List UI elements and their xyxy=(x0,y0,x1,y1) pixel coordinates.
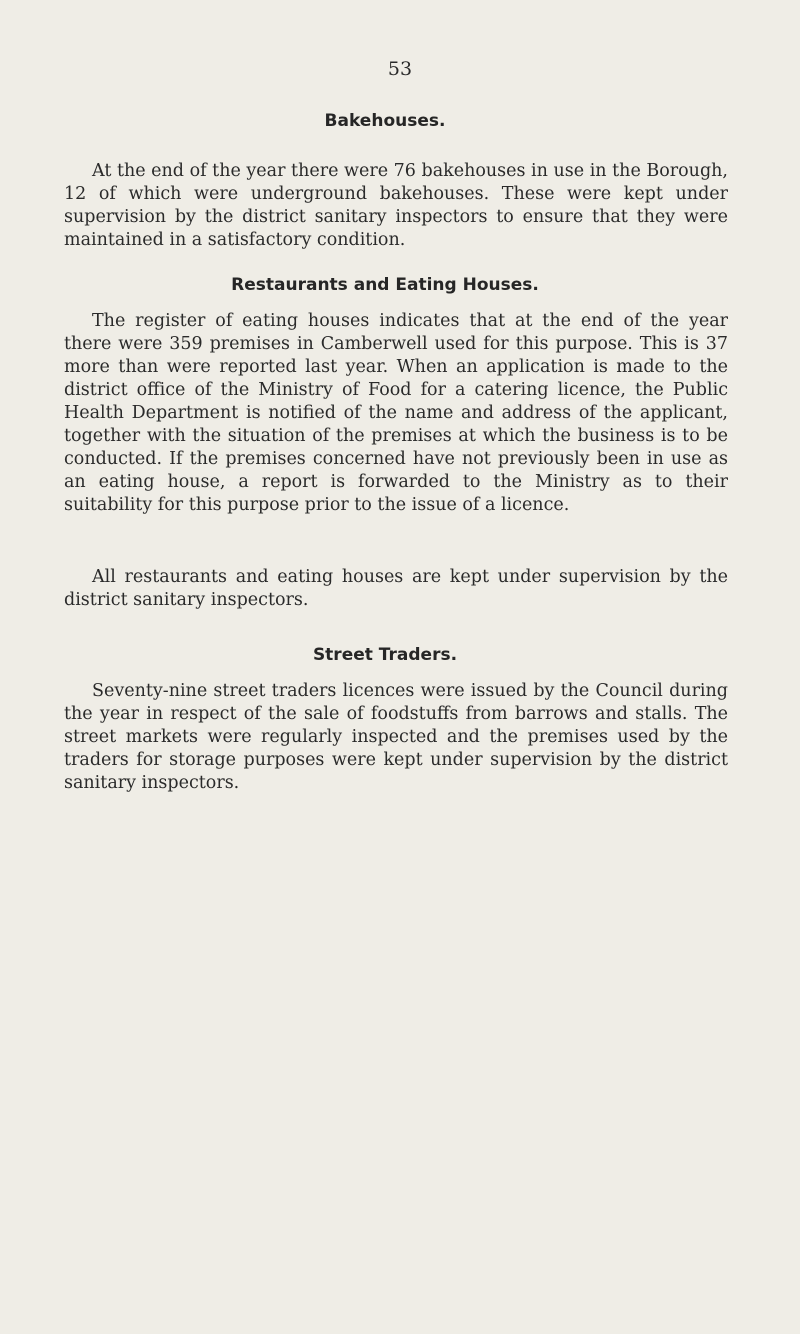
section-heading-street-traders: Street Traders. xyxy=(312,645,458,665)
page-number: 53 xyxy=(387,58,413,80)
paragraph-bakehouses: At the end of the year there were 76 bakehouses in use in the Borough, 12 of which were underground bakehouses. These were kept under supervision by the district sanitary inspectors to ensure that they were maintained in a satisfactory condition. xyxy=(64,161,728,250)
section-heading-restaurants: Restaurants and Eating Houses. xyxy=(231,275,539,295)
paragraph-street-traders: Seventy-nine street traders licences were issued by the Council during the year in respect of the sale of foodstuffs from barrows and stalls. The street markets were regularly inspected and the premises used by the traders for storage purposes were kept under supervision by the district sanitary inspectors. xyxy=(64,681,728,793)
paragraph-restaurants-2: All restaurants and eating houses are kept under supervision by the district sanitary inspectors. xyxy=(64,567,728,610)
section-heading-bakehouses: Bakehouses. xyxy=(324,111,446,131)
paragraph-restaurants-1: The register of eating houses indicates that at the end of the year there were 359 premises in Camberwell used for this purpose. This is 37 more than were reported last year. When an application is made to the district office of the Ministry of Food for a catering licence, the Public Health Department is notified of the name and address of the applicant, together with the situation of the premises at which the business is to be conducted. If the premises concerned have not previously been in use as an eating house, a report is forwarded to the Ministry as to their suitability for this purpose prior to the issue of a licence. xyxy=(64,311,728,515)
